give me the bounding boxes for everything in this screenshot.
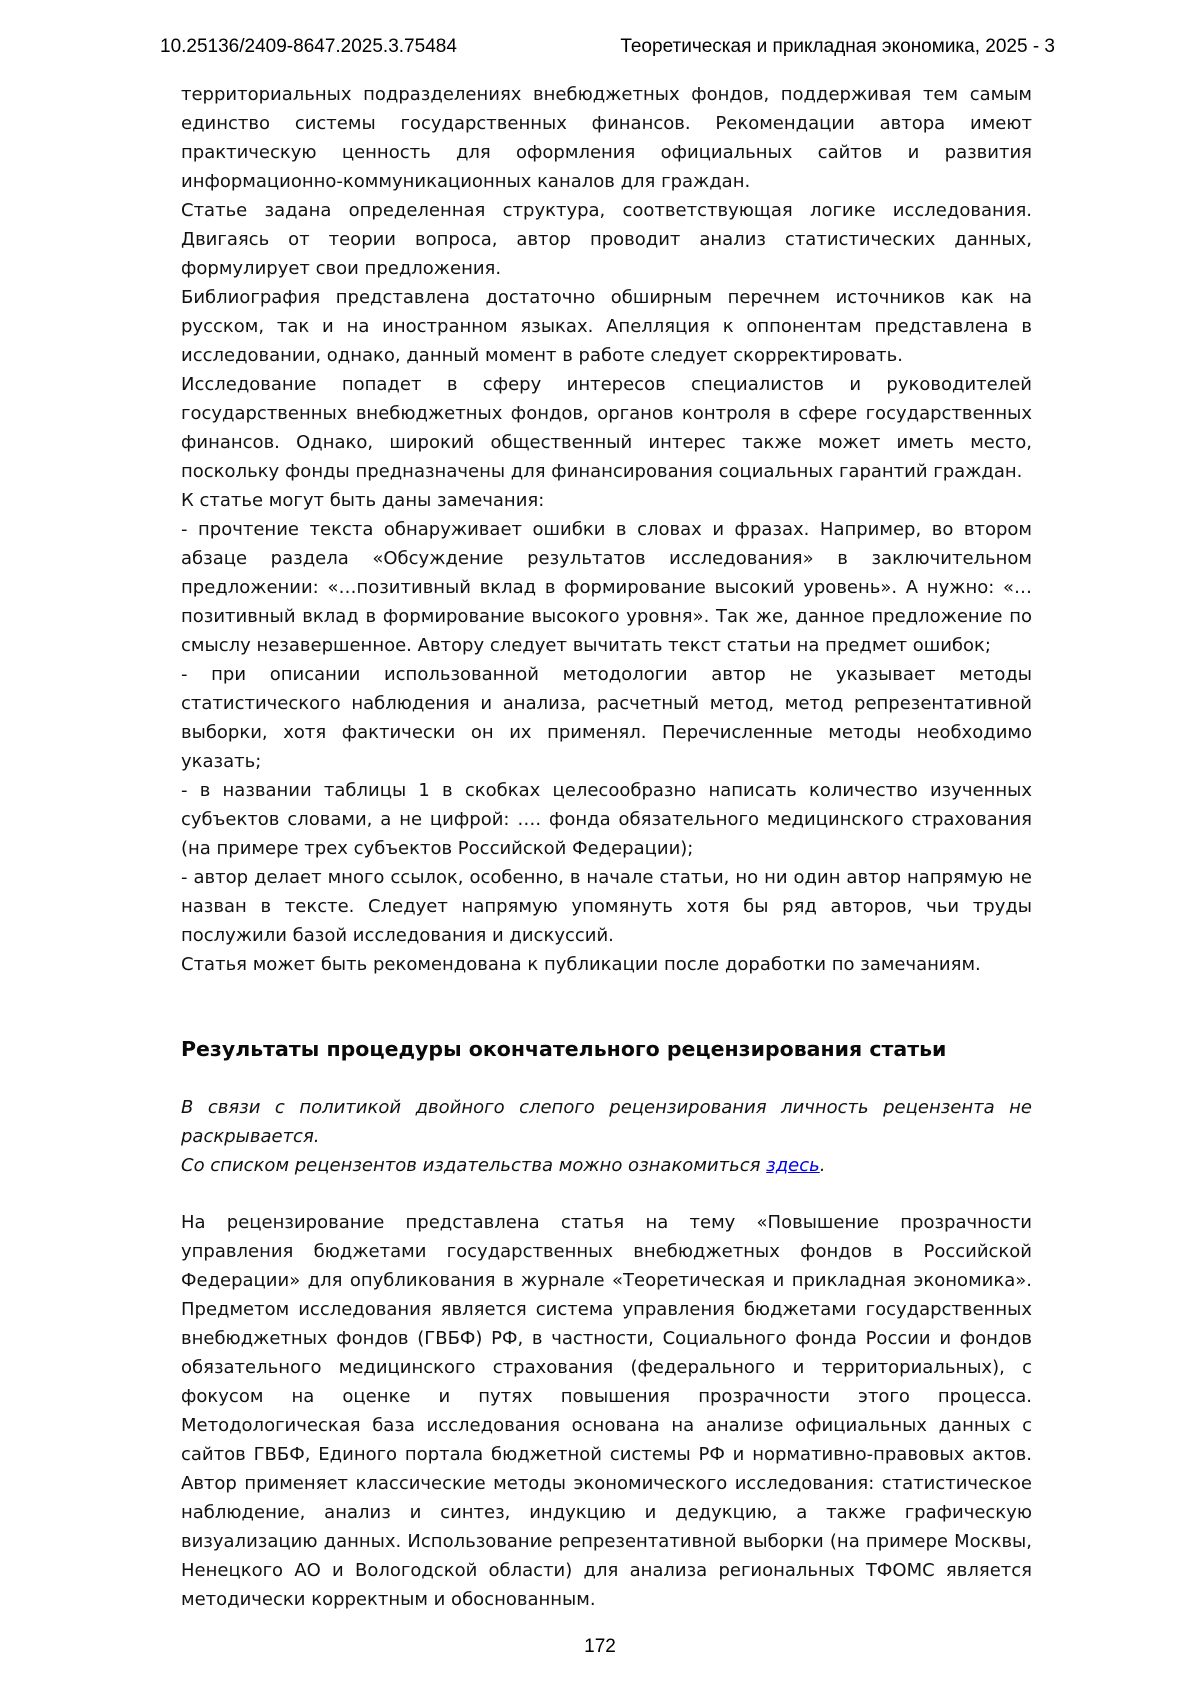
review-paragraph: Статье задана определенная структура, соответствующая логике исследования. Двигаясь от теории вопроса, автор проводит анализ статистических данных, формулирует свои предложения. [181,200,1032,279]
page-header [160,36,1055,58]
review-paragraph: К статье могут быть даны замечания: [181,490,545,511]
review-remark-item: - автор делает много ссылок, особенно, в начале статьи, но ни один автор напрямую не назван в тексте. Следует напрямую упомянуть хотя бы ряд авторов, чьи труды послужили базой исследования и дискуссий. [181,867,1032,946]
review-remark-item: - при описании использованной методологии автор не указывает методы статистического наблюдения и анализа, расчетный метод, метод репрезентативной выборки, хотя фактически он их применял. Перечисленные методы необходимо указать; [181,664,1032,772]
review-paragraph: Исследование попадет в сферу интересов специалистов и руководителей государственных внебюджетных фондов, органов контроля в сфере государственных финансов. Однако, широкий общественный интерес также может иметь место, поскольку фонды предназначены для финансирования социальных гарантий граждан. [181,374,1032,482]
journal-title-label: Теоретическая и прикладная экономика, 2025 - 3 [620,36,1055,57]
page-footer [0,1636,1200,1658]
reviewers-list-line [181,1151,1032,1180]
blind-review-note: В связи с политикой двойного слепого рецензирования личность рецензента не раскрывается. [181,1097,1032,1147]
final-review-paragraph: На рецензирование представлена статья на тему «Повышение прозрачности управления бюджетами государственных внебюджетных фондов в Российской Федерации» для опубликования в журнале «Теоретическая и прикладная экономика». Предметом исследования является система управления бюджетами государственных внебюджетных фондов (ГВБФ) РФ, в частности, Социального фонда России и фондов обязательного медицинского страхования (федерального и территориальных), с фокусом на оценке и путях повышения прозрачности этого процесса. Методологическая база исследования основана на анализе официальных данных с сайтов ГВБФ, Единого портала бюджетной системы РФ и нормативно-правовых актов. Автор применяет классические методы экономического исследования: статистическое наблюдение, анализ и синтез, индукцию и дедукцию, а также графическую визуализацию данных. Использование репрезентативной выборки (на примере Москвы, Ненецкого АО и Вологодской области) для анализа региональных ТФОМС является методически корректным и обоснованным. [181,1212,1032,1610]
review-paragraph: территориальных подразделениях внебюджетных фондов, поддерживая тем самым единство системы государственных финансов. Рекомендации автора имеют практическую ценность для оформления официальных сайтов и развития информационно-коммуникационных каналов для граждан. [181,84,1032,192]
review-recommendation: Статья может быть рекомендована к публикации после доработки по замечаниям. [181,954,981,975]
review-remark-item: - прочтение текста обнаруживает ошибки в словах и фразах. Например, во втором абзаце раздела «Обсуждение результатов исследования» в заключительном предложении: «…позитивный вклад в формирование высокий уровень». А нужно: «… позитивный вклад в формирование высокого уровня». Так же, данное предложение по смыслу незавершенное. Автору следует вычитать текст статьи на предмет ошибок; [181,519,1032,656]
final-review-section-heading: Результаты процедуры окончательного рецензирования статьи [181,1037,947,1061]
reviewers-line-suffix: . [819,1155,826,1176]
reviewers-list-link[interactable]: здесь [766,1155,820,1176]
page-number: 172 [584,1636,616,1657]
doi-label: 10.25136/2409-8647.2025.3.75484 [160,36,457,57]
review-remark-item: - в названии таблицы 1 в скобках целесообразно написать количество изученных субъектов словами, а не цифрой: …. фонда обязательного медицинского страхования (на примере трех субъектов Российской Федерации); [181,780,1032,859]
reviewers-line-prefix: Со списком рецензентов издательства можно ознакомиться [181,1155,767,1176]
page-content [181,80,1032,1614]
review-paragraph: Библиография представлена достаточно обширным перечнем источников как на русском, так и на иностранном языках. Апелляция к оппонентам представлена в исследовании, однако, данный момент в работе следует скорректировать. [181,287,1032,366]
